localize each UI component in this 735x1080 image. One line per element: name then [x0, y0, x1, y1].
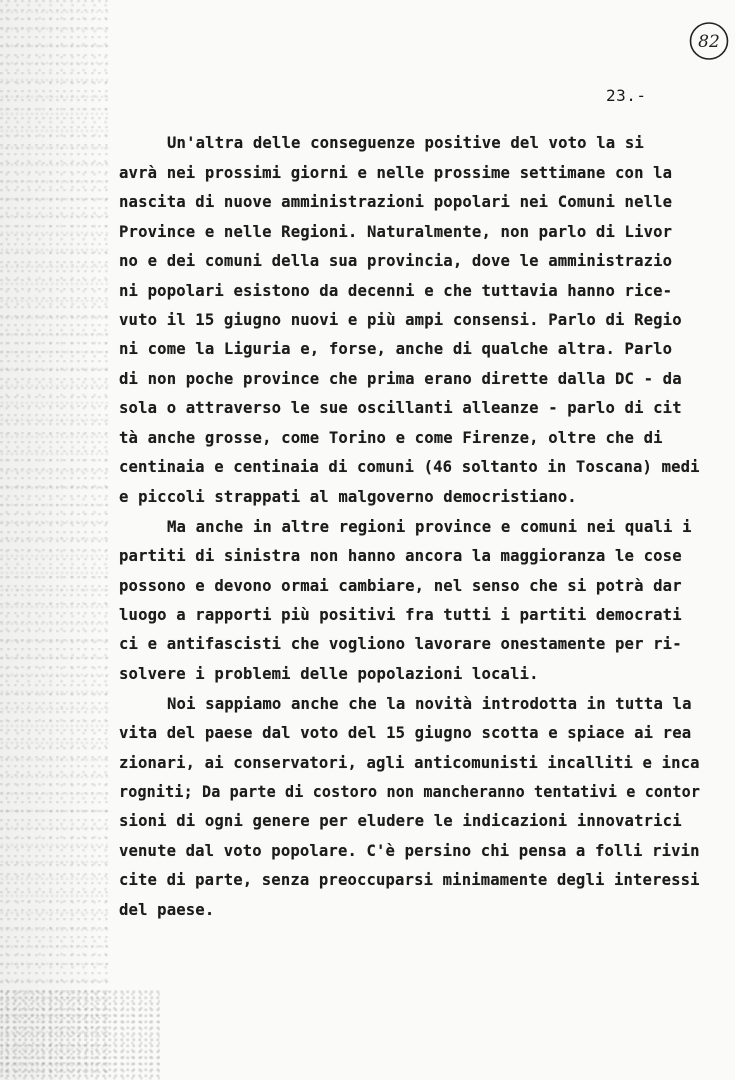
text-line: del paese.: [119, 901, 215, 919]
text-line: ci e antifascisti che vogliono lavorare onestamente per ri-: [119, 635, 682, 653]
archive-mark-number: 82: [698, 32, 720, 52]
text-line: venute dal voto popolare. C'è persino chi pensa a folli rivin: [119, 842, 700, 860]
text-line: luogo a rapporti più positivi fra tutti i partiti democrati: [119, 606, 682, 624]
text-line: solvere i problemi delle popolazioni locali.: [119, 665, 539, 683]
text-line: centinaia e centinaia di comuni (46 soltanto in Toscana) medi: [119, 458, 700, 476]
text-line: ni popolari esistono da decenni e che tuttavia hanno rice-: [119, 282, 673, 300]
text-line: sola o attraverso le sue oscillanti alleanze - parlo di cit: [119, 399, 682, 417]
text-line: Un'altra delle conseguenze positive del voto la si: [167, 134, 644, 152]
text-line: ni come la Liguria e, forse, anche di qualche altra. Parlo: [119, 340, 673, 358]
text-line: rogniti; Da parte di costoro non mancheranno tentativi e contor: [119, 783, 701, 801]
text-line: avrà nei prossimi giorni e nelle prossime settimane con la: [119, 164, 673, 182]
text-line: cite di parte, senza preoccuparsi minimamente degli interessi: [119, 871, 700, 889]
text-line: possono e devono ormai cambiare, nel senso che si potrà dar: [119, 577, 682, 595]
text-line: e piccoli strappati al malgoverno democristiano.: [119, 488, 577, 506]
text-line: vuto il 15 giugno nuovi e più ampi consensi. Parlo di Regio: [119, 311, 682, 329]
text-line: no e dei comuni della sua provincia, dove le amministrazio: [119, 252, 673, 270]
text-line: Noi sappiamo anche che la novità introdotta in tutta la: [167, 695, 692, 713]
text-line: Ma anche in altre regioni province e comuni nei quali i: [167, 518, 692, 536]
text-line: partiti di sinistra non hanno ancora la maggioranza le cose: [119, 547, 682, 565]
text-line: vita del paese dal voto del 15 giugno scotta e spiace ai rea: [119, 724, 692, 742]
text-line: di non poche province che prima erano dirette dalla DC - da: [119, 370, 682, 388]
text-line: zionari, ai conservatori, agli anticomunisti incalliti e inca: [119, 754, 700, 772]
text-line: Province e nelle Regioni. Naturalmente, non parlo di Livor: [119, 223, 673, 241]
text-line: nascita di nuove amministrazioni popolari nei Comuni nelle: [119, 193, 673, 211]
text-line: sioni di ogni genere per eludere le indicazioni innovatrici: [119, 812, 682, 830]
page-number: 23.-: [606, 86, 647, 105]
text-line: tà anche grosse, come Torino e come Firenze, oltre che di: [119, 429, 663, 447]
